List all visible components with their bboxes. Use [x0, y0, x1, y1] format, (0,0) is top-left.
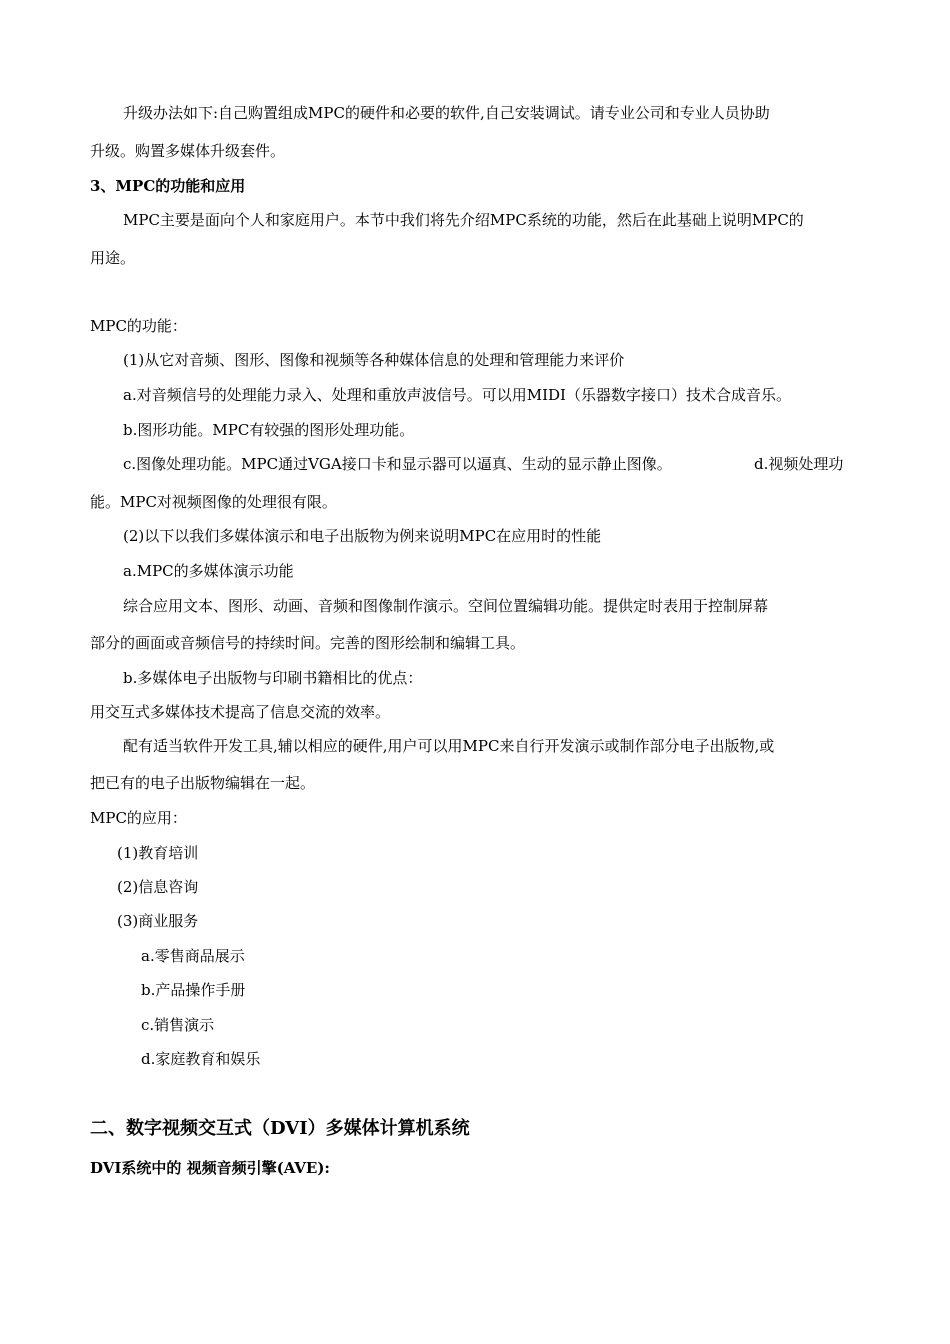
functions-dev-line2: 把已有的电子出版物编辑在一起。	[90, 774, 316, 792]
applications-item: (1)教育培训	[117, 844, 199, 862]
applications-subitem: a.零售商品展示	[141, 947, 245, 965]
applications-item: (2)信息咨询	[117, 878, 199, 896]
applications-subitem: b.产品操作手册	[141, 981, 246, 999]
functions-item-b: b.图形功能。MPC有较强的图形处理功能。	[123, 421, 415, 439]
upgrade-text-line1: 升级办法如下:自己购置组成MPC的硬件和必要的软件,自己安装调试。请专业公司和专业人员协助	[123, 104, 770, 122]
functions-item-2a-desc-line2: 部分的画面或音频信号的持续时间。完善的图形绘制和编辑工具。	[90, 634, 526, 652]
functions-item-2b: b.多媒体电子出版物与印刷书籍相比的优点：	[123, 669, 423, 687]
functions-item-2a: a.MPC的多媒体演示功能	[123, 562, 294, 580]
section3-heading: 3、MPC的功能和应用	[90, 177, 246, 195]
applications-subitem: d.家庭教育和娱乐	[141, 1050, 261, 1068]
functions-item-1: (1)从它对音频、图形、图像和视频等各种媒体信息的处理和管理能力来评价	[123, 351, 625, 369]
functions-title: MPC的功能：	[90, 317, 187, 335]
applications-title: MPC的应用：	[90, 809, 187, 827]
applications-item: (3)商业服务	[117, 912, 199, 930]
upgrade-text-line2: 升级。购置多媒体升级套件。	[90, 142, 286, 160]
functions-item-d-start: d.视频处理功	[754, 455, 844, 473]
section2-heading: 二、数字视频交互式（DVI）多媒体计算机系统	[90, 1118, 470, 1139]
section3-intro-line2: 用途。	[90, 249, 136, 267]
functions-item-c: c.图像处理功能。MPC通过VGA接口卡和显示器可以逼真、生动的显示静止图像。	[123, 455, 672, 473]
functions-item-a: a.对音频信号的处理能力录入、处理和重放声波信号。可以用MIDI（乐器数字接口）技术合成音乐。	[123, 386, 791, 404]
functions-item-2: (2)以下以我们多媒体演示和电子出版物为例来说明MPC在应用时的性能	[123, 527, 602, 545]
functions-item-2b-desc: 用交互式多媒体技术提高了信息交流的效率。	[90, 703, 391, 721]
section2-subheading: DVI系统中的 视频音频引擎(AVE):	[90, 1159, 330, 1177]
section3-intro-line1: MPC主要是面向个人和家庭用户。本节中我们将先介绍MPC系统的功能，然后在此基础上说明MPC的	[123, 211, 804, 229]
functions-dev-line1: 配有适当软件开发工具,辅以相应的硬件,用户可以用MPC来自行开发演示或制作部分电子出版物,或	[123, 737, 775, 755]
functions-item-d-end: 能。MPC对视频图像的处理很有限。	[90, 493, 337, 511]
functions-item-2a-desc-line1: 综合应用文本、图形、动画、音频和图像制作演示。空间位置编辑功能。提供定时表用于控制屏幕	[123, 597, 769, 615]
applications-subitem: c.销售演示	[141, 1016, 215, 1034]
